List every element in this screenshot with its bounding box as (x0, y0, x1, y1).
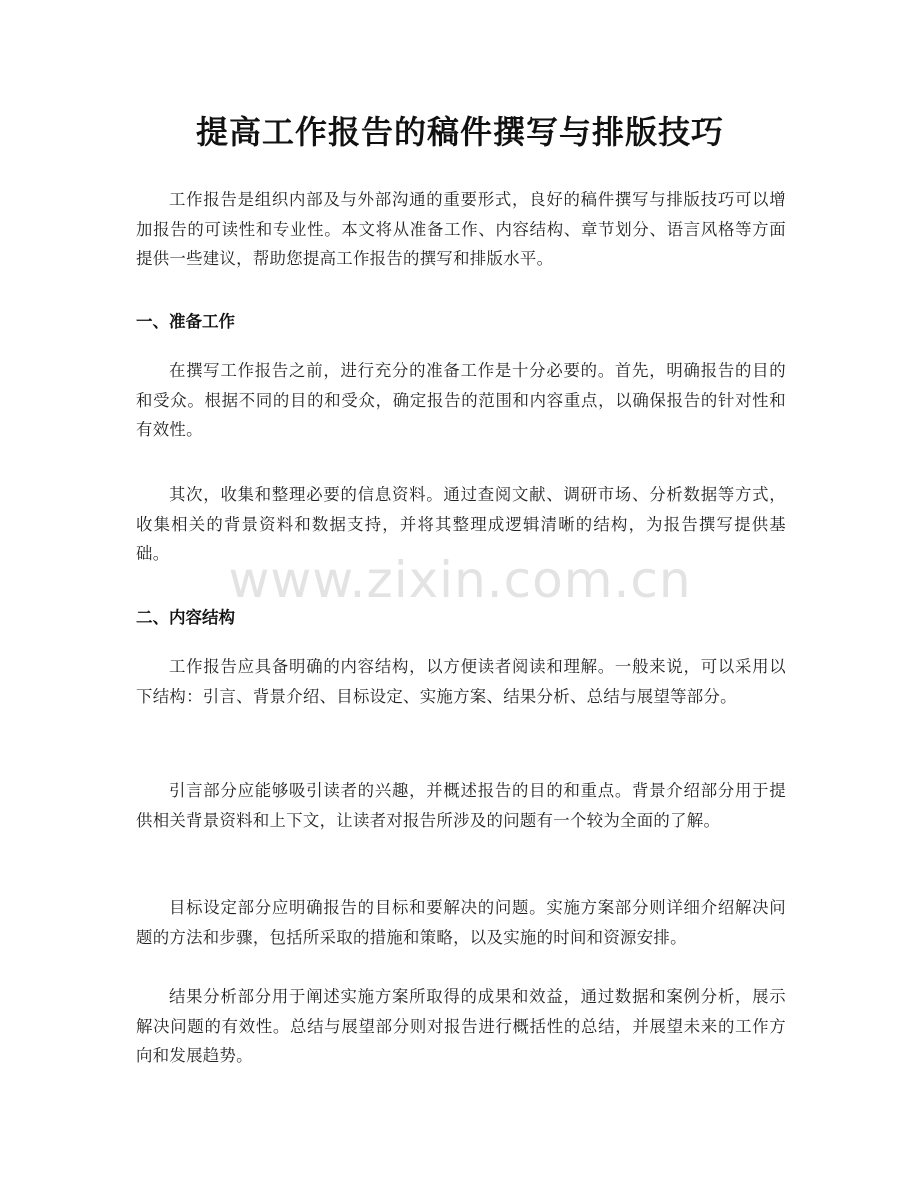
watermark: www.zixin.com.cn (228, 551, 692, 609)
paragraph: 在撰写工作报告之前，进行充分的准备工作是十分必要的。首先，明确报告的目的和受众。根据不同的目的和受众，确定报告的范围和内容重点，以确保报告的针对性和有效性。 (136, 361, 786, 439)
paragraph: 结果分析部分用于阐述实施方案所取得的成果和效益，通过数据和案例分析，展示解决问题的有效性。总结与展望部分则对报告进行概括性的总结，并展望未来的工作方向和发展趋势。 (136, 987, 786, 1065)
section-heading-content-structure: 二、内容结构 (136, 608, 235, 627)
paragraph: 引言部分应能够吸引读者的兴趣，并概述报告的目的和重点。背景介绍部分用于提供相关背景资料和上下文，让读者对报告所涉及的问题有一个较为全面的了解。 (136, 781, 786, 830)
paragraph: 其次，收集和整理必要的信息资料。通过查阅文献、调研市场、分析数据等方式，收集相关的背景资料和数据支持，并将其整理成逻辑清晰的结构，为报告撰写提供基础。 (136, 485, 786, 563)
paragraph: 目标设定部分应明确报告的目标和要解决的问题。实施方案部分则详细介绍解决问题的方法和步骤，包括所采取的措施和策略，以及实施的时间和资源安排。 (136, 898, 786, 947)
paragraph: 工作报告应具备明确的内容结构，以方便读者阅读和理解。一般来说，可以采用以下结构：引言、背景介绍、目标设定、实施方案、结果分析、总结与展望等部分。 (136, 657, 786, 706)
section-heading-preparation: 一、准备工作 (136, 312, 235, 331)
document-title: 提高工作报告的稿件撰写与排版技巧 (195, 113, 724, 151)
intro-paragraph: 工作报告是组织内部及与外部沟通的重要形式，良好的稿件撰写与排版技巧可以增加报告的可读性和专业性。本文将从准备工作、内容结构、章节划分、语言风格等方面提供一些建议，帮助您提高工作报告的撰写和排版水平。 (136, 190, 786, 268)
